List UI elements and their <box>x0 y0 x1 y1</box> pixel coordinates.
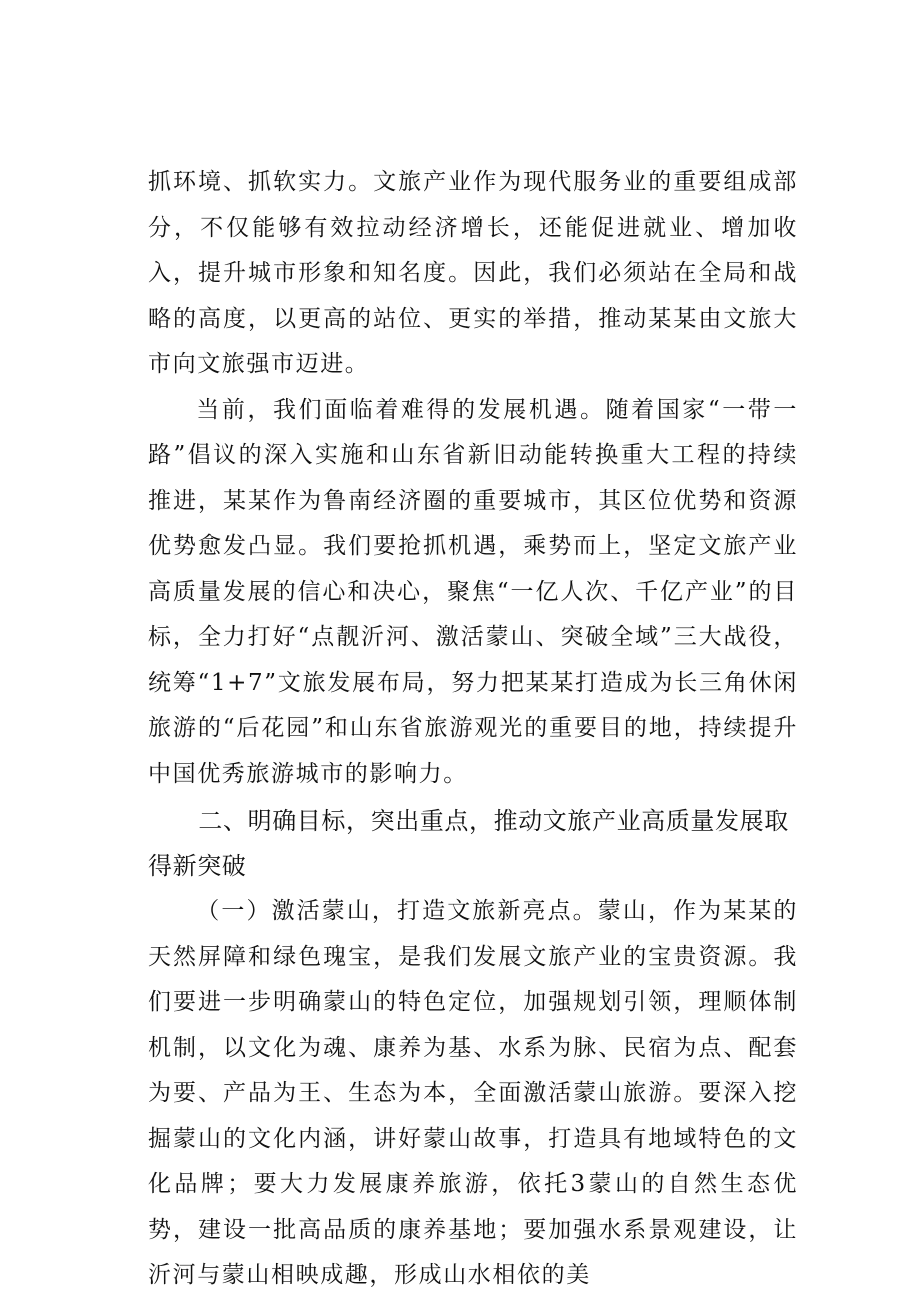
section-heading: 二、明确目标，突出重点，推动文旅产业高质量发展取得新突破 <box>148 807 789 880</box>
document-body <box>148 160 798 1299</box>
body-paragraph-2: 当前，我们面临着难得的发展机遇。随着国家“一带一路”倡议的深入实施和山东省新旧动能转换重大工程的持续推进，某某作为鲁南经济圈的重要城市，其区位优势和资源优势愈发凸显。我们要抢抓机遇，乘势而上，坚定文旅产业高质量发展的信心和决心，聚焦“一亿人次、千亿产业”的目标，全力打好“点靓沂河、激活蒙山、突破全域”三大战役，统筹“1+7”文旅发展布局，努力把某某打造成为长三角休闲旅游的“后花园”和山东省旅游观光的重要目的地，持续提升中国优秀旅游城市的影响力。 <box>148 396 798 787</box>
body-paragraph-3: （一）激活蒙山，打造文旅新亮点。蒙山，作为某某的天然屏障和绿色瑰宝，是我们发展文旅产业的宝贵资源。我们要进一步明确蒙山的特色定位，加强规划引领，理顺体制机制，以文化为魂、康养为基、水系为脉、民宿为点、配套为要、产品为王、生态为本，全面激活蒙山旅游。要深入挖掘蒙山的文化内涵，讲好蒙山故事，打造具有地域特色的文化品牌；要大力发展康养旅游，依托3蒙山的自然生态优势，建设一批高品质的康养基地；要加强水系景观建设，让沂河与蒙山相映成趣，形成山水相依的美 <box>148 898 798 1288</box>
body-paragraph-1: 抓环境、抓软实力。文旅产业作为现代服务业的重要组成部分，不仅能够有效拉动经济增长，还能促进就业、增加收入，提升城市形象和知名度。因此，我们必须站在全局和战略的高度，以更高的站位、更实的举措，推动某某由文旅大市向文旅强市迈进。 <box>148 169 798 377</box>
